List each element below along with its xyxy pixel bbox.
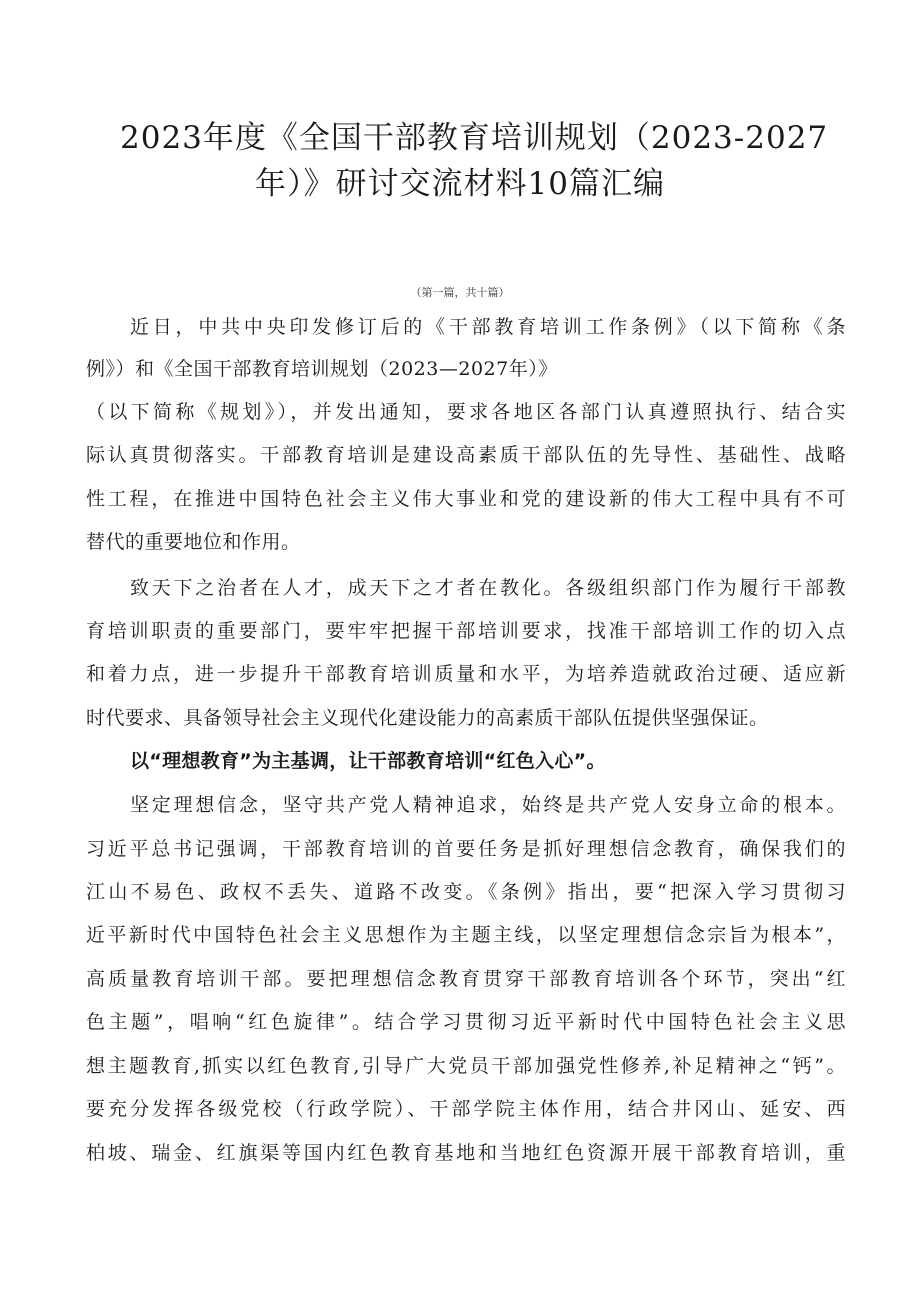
document-title-line-2: 年）》研讨交流材料10篇汇编 — [255, 166, 665, 202]
document-title-line-1: 2023年度《全国干部教育培训规划（2023-2027 — [120, 120, 829, 156]
paragraph-3-line: 坚定理想信念，坚守共产党人精神追求，始终是共产党人安身立命的根本。 — [130, 794, 846, 816]
paragraph-3-line: 色主题”，唱响“红色旋律”。结合学习贯彻习近平新时代中国特色社会主义思 — [86, 1011, 846, 1033]
paragraph-3-line: 江山不易色、政权不丢失、道路不改变。《条例》指出，要“把深入学习贯彻习 — [86, 881, 846, 903]
paragraph-3-line: 习近平总书记强调，干部教育培训的首要任务是抓好理想信念教育，确保我们的 — [86, 838, 846, 860]
paragraph-2-line: 和着力点，进一步提升干部教育培训质量和水平，为培养造就政治过硬、适应新 — [86, 663, 846, 685]
paragraph-1-line: （以下简称《规划》），并发出通知，要求各地区各部门认真遵照执行、结合实 — [86, 401, 846, 423]
paragraph-3-line: 柏坡、瑞金、红旗渠等国内红色教育基地和当地红色资源开展干部教育培训，重 — [86, 1142, 846, 1164]
paragraph-2-line: 致天下之治者在人才，成天下之才者在教化。各级组织部门作为履行干部教 — [130, 577, 846, 599]
paragraph-3-line: 高质量教育培训干部。要把理想信念教育贯穿干部教育培训各个环节，突出“红 — [86, 968, 846, 990]
paragraph-1-line: 际认真贯彻落实。干部教育培训是建设高素质干部队伍的先导性、基础性、战略 — [86, 444, 846, 466]
paragraph-2-line: 育培训职责的重要部门，要牢牢把握干部培训要求，找准干部培训工作的切入点 — [86, 620, 846, 642]
paragraph-3-line: 近平新时代中国特色社会主义思想作为主题主线，以坚定理想信念宗旨为根本”， — [86, 924, 846, 946]
paragraph-2-line: 时代要求、具备领导社会主义现代化建设能力的高素质干部队伍提供坚强保证。 — [86, 707, 769, 729]
paragraph-1-line: 例》）和《全国干部教育培训规划（2023—2027年）》 — [86, 358, 558, 380]
section-heading: 以“理想教育”为主基调，让干部教育培训“红色入心”。 — [130, 750, 606, 772]
paragraph-1-line: 性工程，在推进中国特色社会主义伟大事业和党的建设新的伟大工程中具有不可 — [86, 488, 846, 510]
part-label: （第一篇，共十篇） — [410, 286, 510, 299]
paragraph-1-line: 替代的重要地位和作用。 — [86, 531, 301, 553]
paragraph-3-line: 要充分发挥各级党校（行政学院）、干部学院主体作用，结合井冈山、延安、西 — [86, 1098, 846, 1120]
paragraph-1-line: 近日，中共中央印发修订后的《干部教育培训工作条例》（以下简称《条 — [130, 316, 846, 338]
paragraph-3-line: 想主题教育,抓实以红色教育,引导广大党员干部加强党性修养,补足精神之“钙”。 — [86, 1055, 846, 1077]
